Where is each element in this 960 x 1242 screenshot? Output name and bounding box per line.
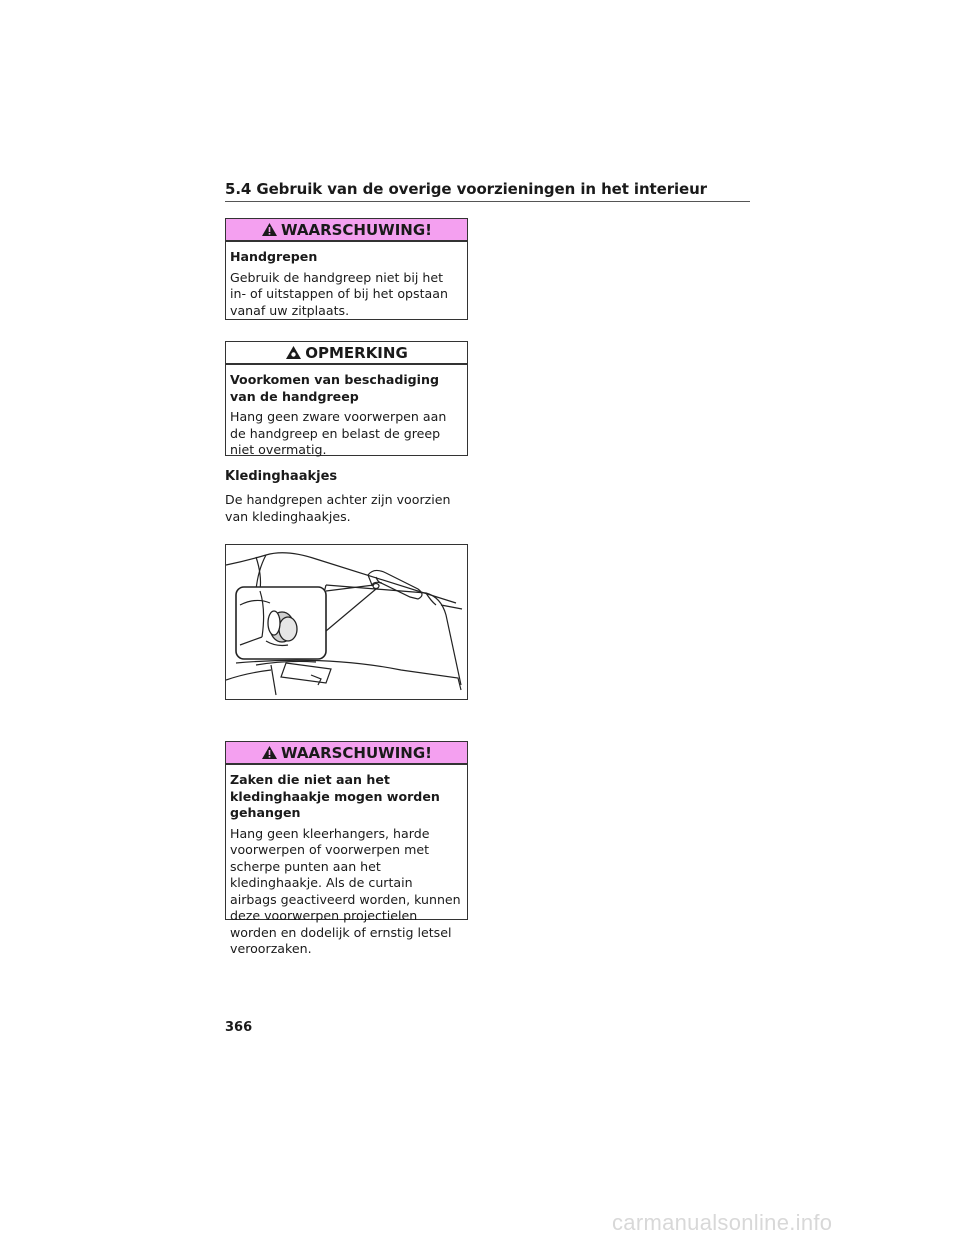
warning-triangle-icon xyxy=(261,745,278,760)
coat-hook-drawing xyxy=(226,545,468,700)
warning-subtitle: Handgrepen xyxy=(230,249,318,264)
notice-text: Hang geen zware voorwerpen aan de handgreep en belast de greep niet overmatig. xyxy=(230,409,447,457)
section-header: 5.4 Gebruik van de overige voorzieningen in het interieur xyxy=(225,180,750,202)
notice-box-handgreep xyxy=(225,341,468,456)
notice-gear-icon xyxy=(285,345,302,360)
notice-header xyxy=(226,342,467,365)
warning-header-2 xyxy=(226,742,467,765)
warning-subtitle: Zaken die niet aan het kledinghaakje mogen worden gehangen xyxy=(230,772,440,820)
warning-triangle-icon xyxy=(261,222,278,237)
notice-subtitle: Voorkomen van beschadiging van de handgreep xyxy=(230,372,439,404)
section-title: Kledinghaakjes xyxy=(225,469,338,484)
warning-box-kledinghaakje xyxy=(225,741,468,956)
coat-hook-illustration xyxy=(225,544,468,700)
page-number: 366 xyxy=(225,1020,253,1035)
warning-label: WAARSCHUWING! xyxy=(280,220,433,239)
warning-box-handgrepen xyxy=(225,218,468,320)
warning-header xyxy=(226,219,467,242)
warning-text: Gebruik de handgreep niet bij het in- of uitstappen of bij het opstaan vanaf uw zitplaats. xyxy=(230,269,448,318)
section-text: De handgrepen achter zijn voorzien van kledinghaakjes. xyxy=(225,492,451,524)
notice-label: OPMERKING xyxy=(305,343,408,362)
watermark: carmanualsonline.info xyxy=(612,1210,833,1235)
warning-text: Hang geen kleerhangers, harde voorwerpen of voorwerpen met scherpe punten aan het kledinghaakje. Als de curtain airbags geactiveerd worden, kunnen deze voorwerpen projectielen worden en dodelijk of ernstig letsel veroorzaken. xyxy=(230,825,461,956)
warning-label: WAARSCHUWING! xyxy=(280,743,433,762)
